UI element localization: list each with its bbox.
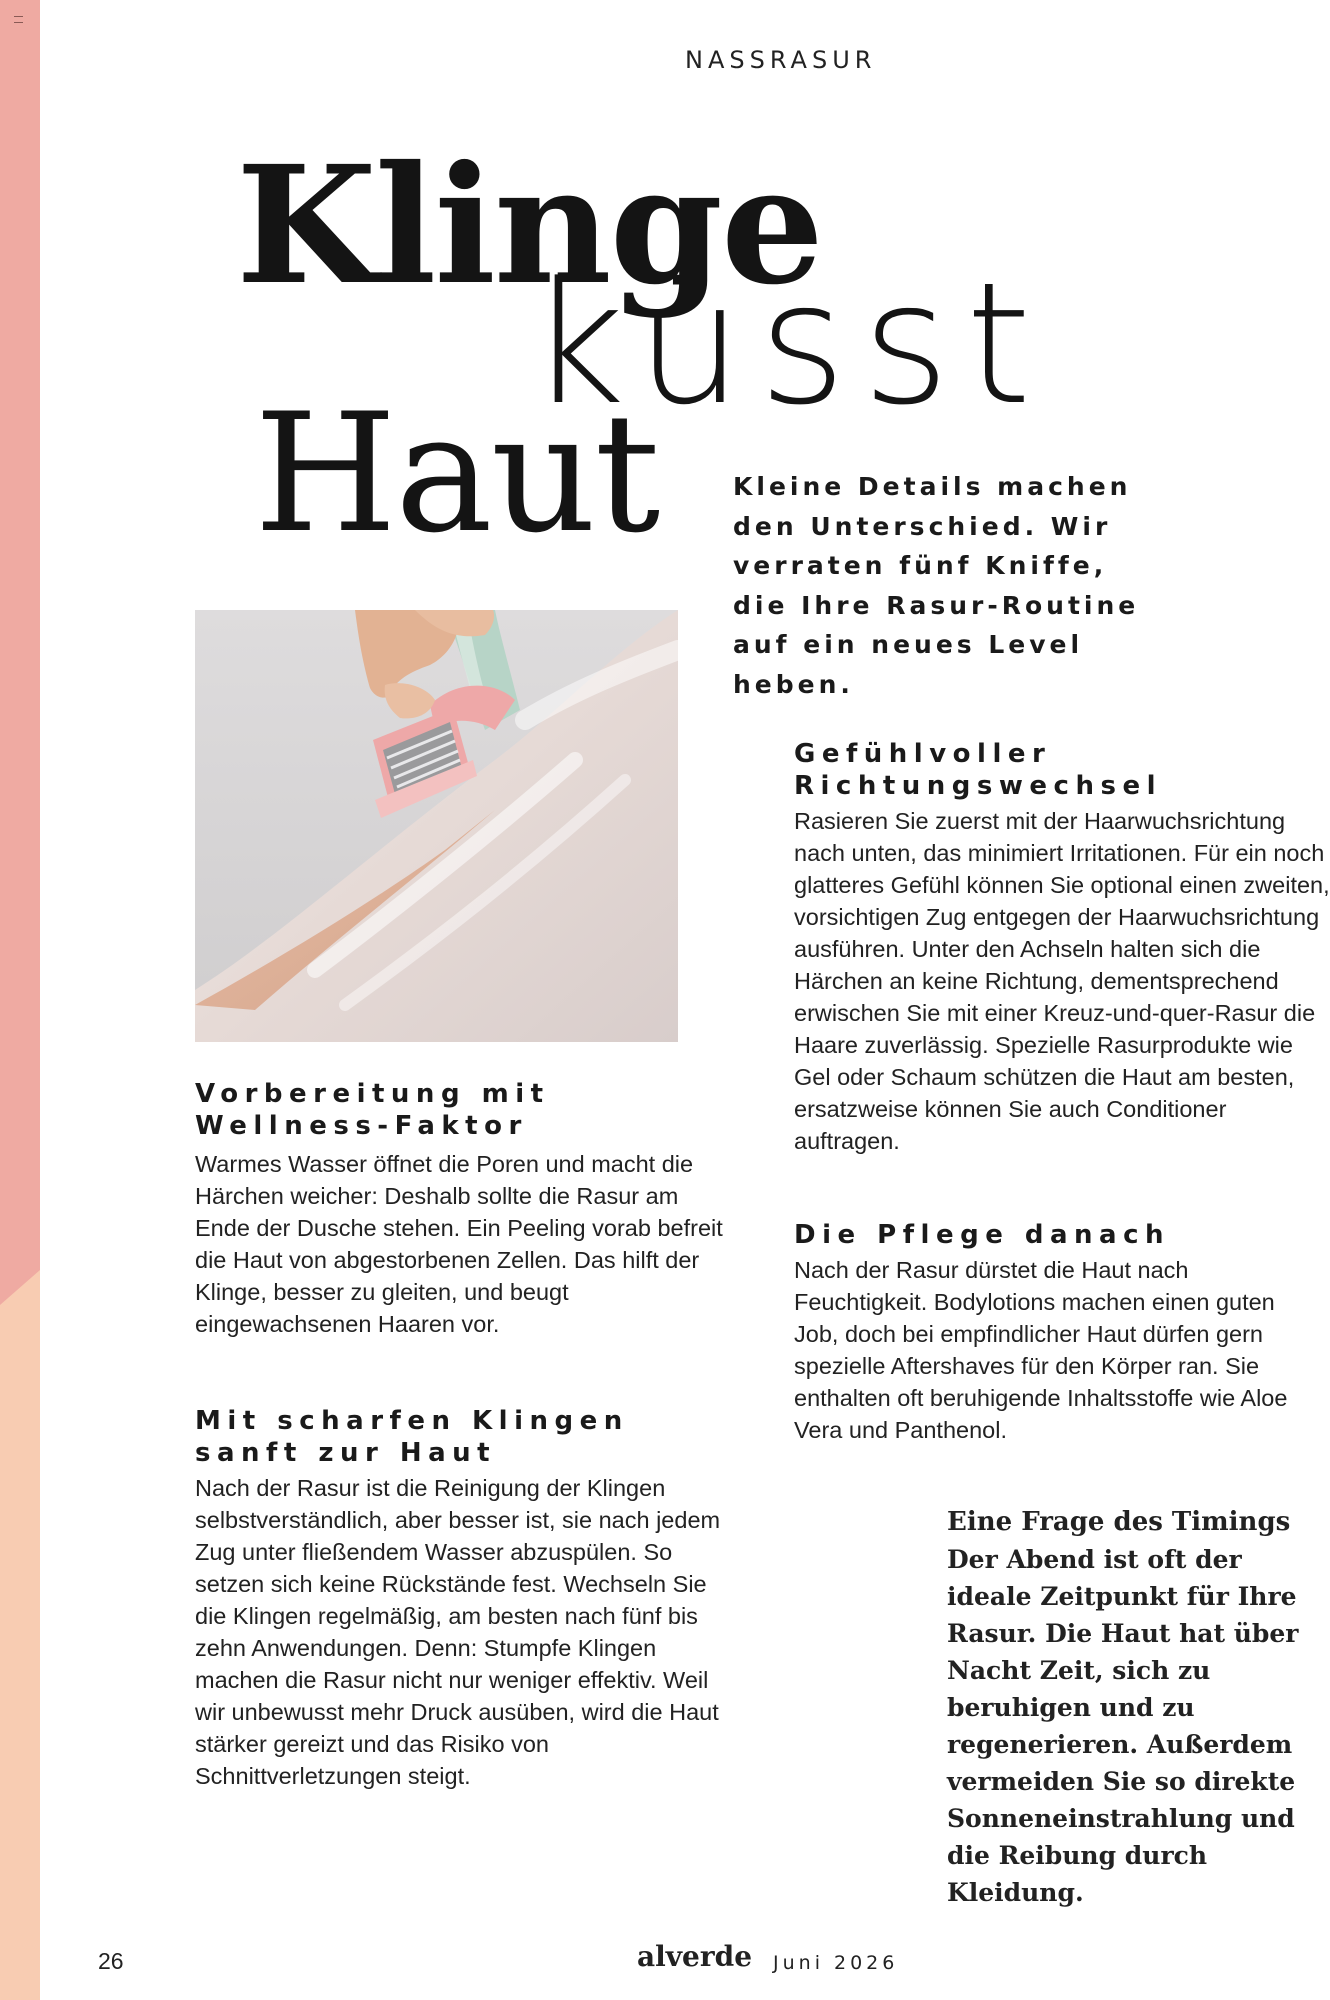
brand-logo: alverde (637, 1940, 753, 1973)
headline-line-3: Haut (254, 378, 659, 569)
section-body-pflege: Nach der Rasur dürstet die Haut nach Feuchtigkeit. Bodylotions machen einen guten Job, doch bei empfindlicher Haut dürfen gern spezielle Aftershaves für den Körper ran. Sie enthalten oft beruhigende Inhaltsstoffe wie Aloe Vera und Panthenol. (794, 1257, 1288, 1443)
tip-box-body: Der Abend ist oft der ideale Zeitpunkt für Ihre Rasur. Die Haut hat über Nacht Zeit, sich zu beruhigen und zu regenerieren. Außerdem vermeiden Sie so direkte Sonneneinstrahlung und die Reibung durch Kleidung. (947, 1545, 1299, 1907)
razor-photo (195, 610, 678, 1042)
intro-teaser: Kleine Details machen den Unterschied. Wir verraten fünf Kniffe, die Ihre Rasur-Routine auf ein neues Level heben. (733, 472, 1140, 699)
headline-line-1: Klinge (236, 131, 823, 321)
section-heading-klingen: Mit scharfen Klingen sanft zur Haut (195, 1406, 629, 1468)
tip-box-heading: Eine Frage des Timings (947, 1507, 1291, 1537)
section-body-klingen: Nach der Rasur ist die Reinigung der Klingen selbstverständlich, aber besser ist, sie nach jedem Zug unter fließendem Wasser abzuspülen. So setzen sich keine Rückstände fest. Wechseln Sie die Klingen regelmäßig, am besten nach fünf bis zehn Anwendungen. Denn: Stumpfe Klingen machen die Rasur nicht nur weniger effektiv. Weil wir unbewusst mehr Druck ausüben, wird die Haut stärker gereizt und das Risiko von Schnittverletzungen steigt. (195, 1475, 721, 1789)
section-heading-vorbereitung: Vorbereitung mit Wellness-Faktor (195, 1079, 550, 1141)
decorative-stripe-pink (0, 0, 40, 1305)
section-body-vorbereitung: Warmes Wasser öffnet die Poren und macht die Härchen weicher: Deshalb sollte die Rasur am Ende der Dusche stehen. Ein Peeling vorab befreit die Haut von abgestorbenen Zellen. Das hilft der Klinge, besser zu gleiten, und beugt eingewachsenen Haaren vor. (195, 1151, 723, 1337)
section-heading-richtungswechsel: Gefühlvoller Richtungswechsel (794, 739, 1162, 801)
section-kicker: NASSRASUR (685, 46, 877, 74)
page-number: 26 (98, 1948, 124, 1974)
section-heading-pflege: Die Pflege danach (794, 1220, 1171, 1250)
issue-date: Juni 2026 (773, 1952, 899, 1974)
menu-icon[interactable] (14, 16, 23, 23)
section-body-richtungswechsel: Rasieren Sie zuerst mit der Haarwuchsrichtung nach unten, das minimiert Irritationen. Für ein noch glatteres Gefühl können Sie optional einen zweiten, vorsichtigen Zug entgegen der Haarwuchsrichtung ausführen. Unter den Achseln halten sich die Härchen an keine Richtung, dementsprechend erwischen Sie mit einer Kreuz-und-quer-Rasur die Haare zuverlässig. Spezielle Rasurprodukte wie Gel oder Schaum schützen die Haut am besten, ersatzweise können Sie auch Conditioner auftragen. (794, 808, 1330, 1154)
headline-line-2: küsst (528, 246, 1048, 442)
decorative-stripe-peach (0, 1270, 40, 2000)
